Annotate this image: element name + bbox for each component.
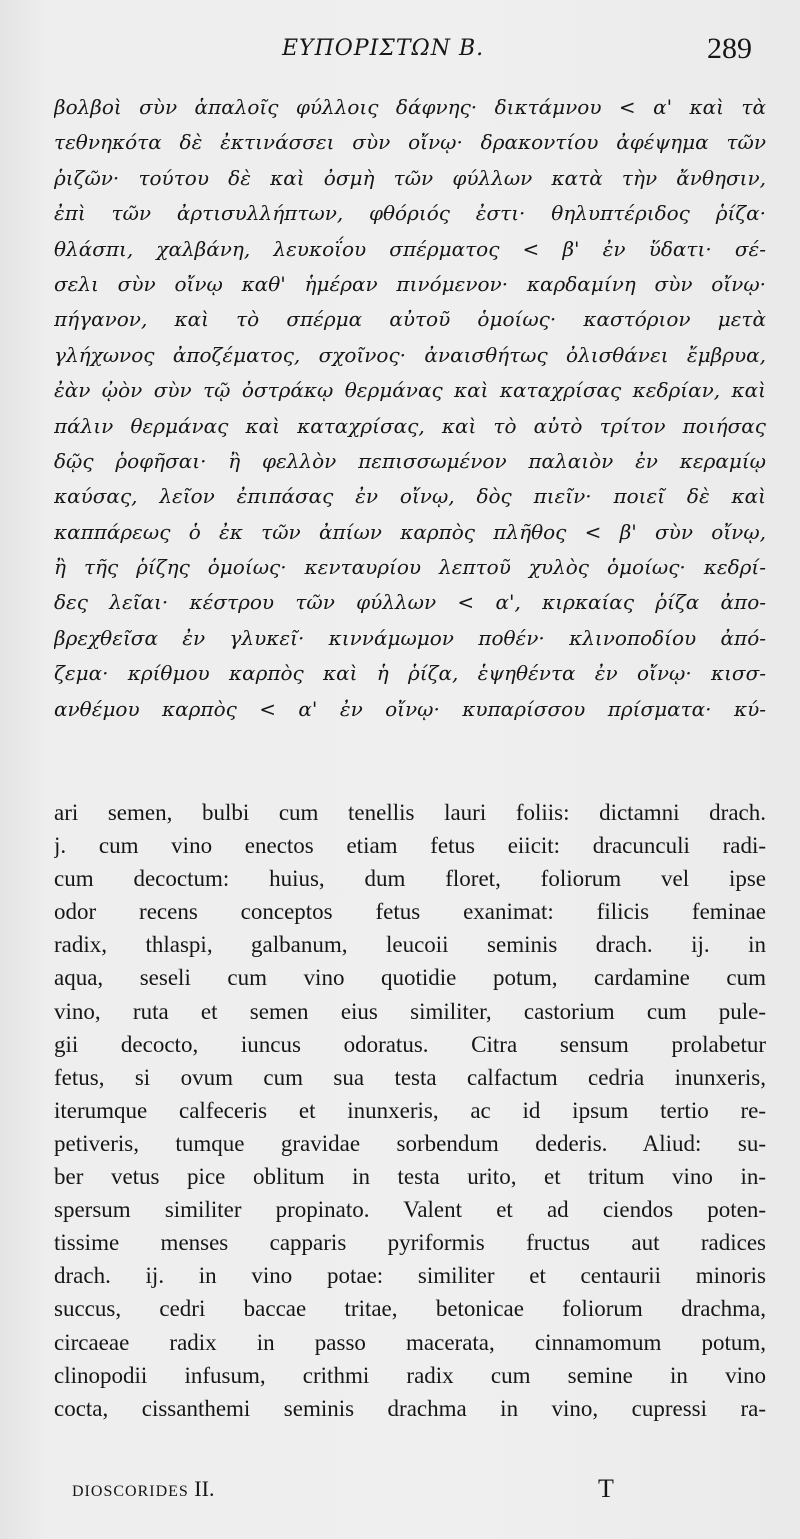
greek-text-line: ἢ τῆς ῥίζης ὁμοίως· κενταυρίου λεπτοῦ χυλὸς ὁμοίως· κεδρί- xyxy=(54,555,766,580)
signature-name: DIOSCORIDES xyxy=(72,1483,189,1500)
latin-text-line: spersum similiter propinato. Valent et ad ciendos poten- xyxy=(54,1197,766,1223)
greek-text-line: ζεμα· κρίθμου καρπὸς καὶ ἡ ῥίζα, ἑψηθέντα ἐν οἴνῳ· κισσ- xyxy=(54,661,766,686)
latin-text-line: vino, ruta et semen eius similiter, castorium cum pule- xyxy=(54,998,766,1024)
greek-text-line: ἐὰν ᾠὸν σὺν τῷ ὀστράκῳ θερμάνας καὶ καταχρίσας κεδρίαν, καὶ xyxy=(54,378,766,403)
greek-text-line: πήγανον, καὶ τὸ σπέρμα αὐτοῦ ὁμοίως· καστόριον μετὰ xyxy=(54,307,766,332)
greek-text-line: γλήχωνος ἀποζέματος, σχοῖνος· ἀναισθήτως ὀλισθάνει ἔμβρυα, xyxy=(54,342,766,367)
greek-text-line: καύσας, λεῖον ἐπιπάσας ἐν οἴνῳ, δὸς πιεῖν· ποιεῖ δὲ καὶ xyxy=(54,484,766,509)
greek-text-line: βολβοὶ σὺν ἁπαλοῖς φύλλοις δάφνης· δικτάμνου < α' καὶ τὰ xyxy=(54,95,766,119)
greek-text-line: τεθνηκότα δὲ ἐκτινάσσει σὺν οἴνῳ· δρακοντίου ἀφέψημα τῶν xyxy=(54,130,766,155)
page-header xyxy=(0,30,800,80)
latin-text-line: radix, thlaspi, galbanum, leucoii seminis drach. ij. in xyxy=(54,932,766,958)
greek-text-line: θλάσπι, χαλβάνη, λευκοΐου σπέρματος < β' ἐν ὕδατι· σέ- xyxy=(54,236,766,261)
running-title: ΕΥΠΟΡΙΣΤΩΝ Β. xyxy=(282,36,485,61)
latin-text-line: cocta, cissanthemi seminis drachma in vino, cupressi ra- xyxy=(54,1395,766,1421)
latin-text-line: aqua, seseli cum vino quotidie potum, cardamine cum xyxy=(54,965,766,991)
greek-text-line: ἐπὶ τῶν ἀρτισυλλήπτων, φθόριός ἐστι· θηλυπτέριδος ῥίζα· xyxy=(54,201,766,226)
greek-text-line: δες λεῖαι· κέστρου τῶν φύλλων < α', κιρκαίας ῥίζα ἀπο- xyxy=(54,590,766,615)
printer-signature xyxy=(72,1476,214,1502)
latin-text-line: j. cum vino enectos etiam fetus eiicit: dracunculi radi- xyxy=(54,833,766,859)
latin-text-line: drach. ij. in vino potae: similiter et centaurii minoris xyxy=(54,1263,766,1289)
page-number: 289 xyxy=(707,32,752,65)
latin-text-line: ber vetus pice oblitum in testa urito, et tritum vino in- xyxy=(54,1164,766,1190)
greek-text-line: σελι σὺν οἴνῳ καθ' ἡμέραν πινόμενον· καρδαμίνη σὺν οἴνῳ· xyxy=(54,271,766,296)
signature-volume: II. xyxy=(194,1476,215,1501)
greek-text-line: καππάρεως ὁ ἐκ τῶν ἀπίων καρπὸς πλῆθος < β' σὺν οἴνῳ, xyxy=(54,519,766,544)
signature-mark: T xyxy=(598,1474,614,1503)
greek-text-line: δῷς ῥοφῆσαι· ἢ φελλὸν πεπισσωμένον παλαιὸν ἐν κεραμίῳ xyxy=(54,448,766,473)
latin-text-line: tissime menses capparis pyriformis fructus aut radices xyxy=(54,1230,766,1256)
latin-text-line: clinopodii infusum, crithmi radix cum semine in vino xyxy=(54,1362,766,1388)
latin-translation-block xyxy=(54,796,766,1425)
latin-text-line: iterumque calfeceris et inunxeris, ac id ipsum tertio re- xyxy=(54,1097,766,1123)
greek-text-line: ανθέμου καρπὸς < α' ἐν οἴνῳ· κυπαρίσσου πρίσματα· κύ- xyxy=(54,696,766,721)
greek-text-block xyxy=(54,90,766,727)
latin-text-line: fetus, si ovum cum sua testa calfactum cedria inunxeris, xyxy=(54,1064,766,1090)
greek-text-line: ῥιζῶν· τούτου δὲ καὶ ὀσμὴ τῶν φύλλων κατὰ τὴν ἄνθησιν, xyxy=(54,165,766,190)
latin-text-line: petiveris, tumque gravidae sorbendum dederis. Aliud: su- xyxy=(54,1130,766,1156)
latin-text-line: gii decocto, iuncus odoratus. Citra sensum prolabetur xyxy=(54,1031,766,1057)
greek-text-line: βρεχθεῖσα ἐν γλυκεῖ· κιννάμωμον ποθέν· κλινοποδίου ἀπό- xyxy=(54,625,766,650)
page-footer xyxy=(0,1474,800,1514)
latin-text-line: succus, cedri baccae tritae, betonicae foliorum drachma, xyxy=(54,1296,766,1322)
latin-text-line: circaeae radix in passo macerata, cinnamomum potum, xyxy=(54,1329,766,1355)
greek-text-line: πάλιν θερμάνας καὶ καταχρίσας, καὶ τὸ αὐτὸ τρίτον ποιήσας xyxy=(54,413,766,438)
latin-text-line: ari semen, bulbi cum tenellis lauri foliis: dictamni drach. xyxy=(54,800,766,825)
latin-text-line: cum decoctum: huius, dum floret, foliorum vel ipse xyxy=(54,866,766,892)
latin-text-line: odor recens conceptos fetus exanimat: filicis feminae xyxy=(54,899,766,925)
